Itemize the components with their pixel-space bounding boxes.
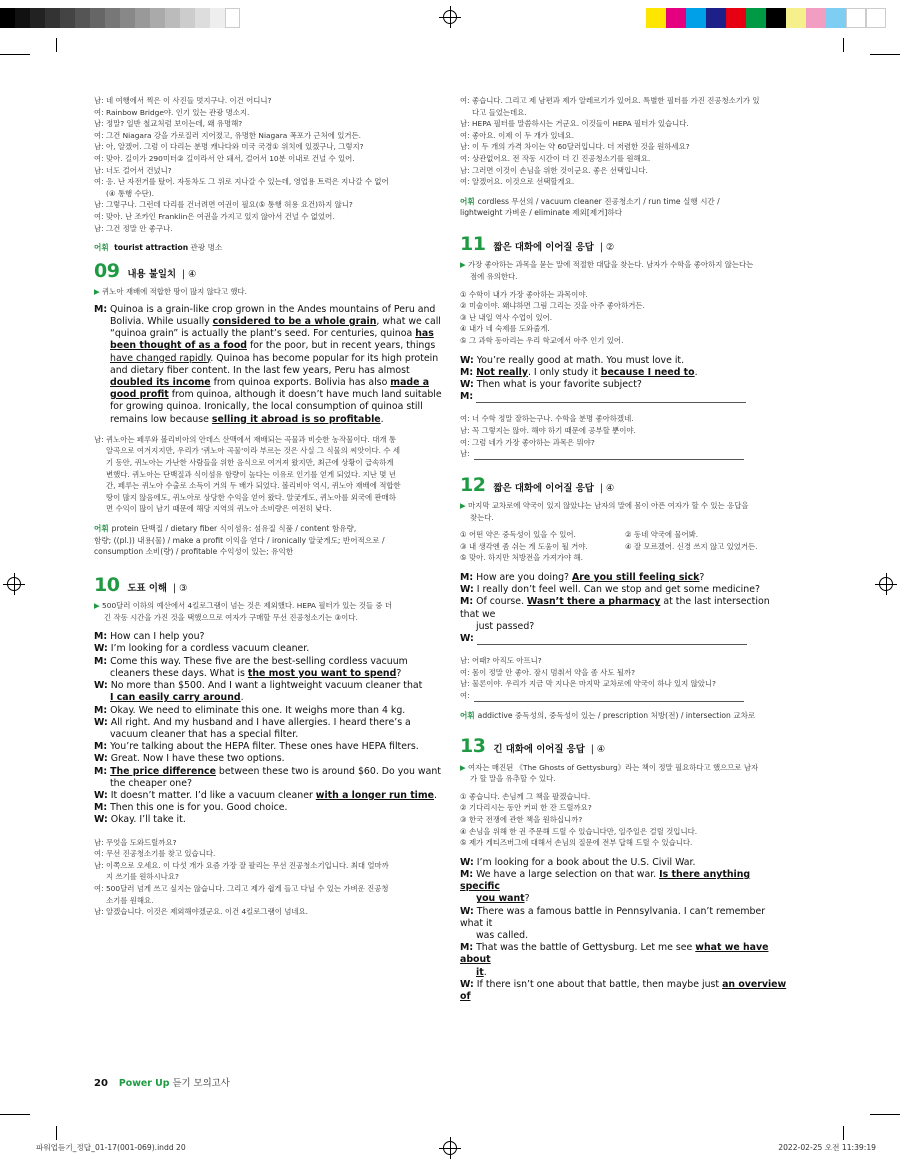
text-run: You’re really good at math. You must love it. [473,354,685,366]
text-line: 남: 이 두 개의 가격 차이는 약 60달러입니다. 더 저렴한 것을 원하세요? [460,142,690,152]
text-line: ② 미술이야. 왜냐하면 그림 그리는 것을 아주 좋아하거든. [460,301,645,311]
text-line: 다고 들었는데요. [472,107,527,117]
speaker-label: W: [94,814,108,826]
page-number: 20 [94,1078,108,1089]
dialog-line [94,741,442,753]
dialog-line [94,680,442,692]
speaker-label: M: [460,572,474,584]
text-run: Okay. We need to eliminate this one. It weighs more than 4 kg. [107,704,406,716]
answer-blank [474,449,744,460]
text-line: ⑤ 그 과학 동아리는 우리 학교에서 아주 인기 있어. [460,335,624,345]
dialog-line [110,365,442,377]
dialog-line [460,869,790,893]
text-line: 여: Rainbow Bridge야. 인기 있는 관광 명소지. [94,107,250,117]
text-line: 땅이 많지 않음에도, 퀴노아로 상당한 수익을 얻어 왔다. 알궂게도, 퀴노아를 외국에 판매하 [106,492,396,502]
dialog-line [94,643,442,655]
underlined-phrase: been thought of as a food [110,340,247,352]
text-run: ? [396,667,402,679]
text-line: 여: 그건 Niagara 강을 가로질러 지어졌고, 유명한 Niagara 폭포가 근처에 있거든. [94,130,361,140]
answer-blank [476,392,746,403]
text-run: for the poor, but in recent years, things [246,340,436,352]
text-run: Quinoa is a grain-like crop grown in the Andes mountains of Peru and [110,303,436,315]
text-line: 여: 그럼 네가 가장 좋아하는 과목은 뭐야? [460,437,595,447]
text-line: 남: 그러면 이것이 손님을 위한 것이군요. 좋은 선택입니다. [460,165,648,175]
speaker-label: W: [460,354,474,366]
speaker-label: W: [460,978,474,990]
dialog-line [94,766,442,778]
vocab-tag: 어휘 [460,196,475,206]
dialog-line [460,584,790,596]
underlined-phrase: Not really [476,366,528,378]
text-line: 가 할 말을 유추할 수 있다. [470,774,556,784]
text-run: I really don’t feel well. Can we stop and get some medicine? [473,584,760,596]
dialog-line [460,893,790,905]
text-line: 간, 페루는 퀴노아 수출로 소득이 거의 두 배가 되었다. 볼리비아 역시, 퀴노아 재배에 적합한 [106,481,401,491]
question-11-header: 11 짧은 대화에 이어질 응답 | ② [460,232,615,255]
dialog-line [94,790,442,802]
triangle-bullet-icon: ▶ [460,762,469,772]
vocab-tag: 어휘 [94,523,109,533]
crop-mark [843,38,844,52]
text-run: Great. Now I have these two options. [107,753,285,765]
question-9-header: 09 내용 불일치 | ④ [94,259,197,282]
option-item: ① 어떤 약은 중독성이 있을 수 있어. [460,530,576,540]
underlined-phrase: selling it abroad is so profitable [211,413,381,425]
text-line: 여: [460,690,790,702]
dialog-line [94,753,442,765]
question-10-vocab [460,196,790,219]
registration-mark-top [443,10,457,24]
text-line: 여: 맞아. 난 조카인 Franklin은 여권을 가지고 있지 않아서 건널 수 없었어. [94,211,335,221]
question-11-dialog [460,355,790,404]
speaker-label: M: [460,596,474,608]
text-line: 여: 무선 진공청소기를 찾고 있습니다. [94,849,216,859]
text-run: Come this way. These five are the best-selling cordless vacuum [107,655,408,667]
text-run: between these two is around $60. Do you want [215,765,441,777]
option-item: ⑤ 맞아. 하지만 처방전을 가져가야 해. [460,553,584,563]
dialog-line [110,377,442,389]
book-title: Power Up [118,1078,170,1089]
dialog-line [94,814,442,826]
underlined-phrase: The price difference [110,765,216,777]
text-run: . [694,366,698,378]
speaker-label: M: [460,366,474,378]
underlined-phrase: Is there anything specific [460,869,751,893]
option-item: ② 동네 약국에 물어봐. [625,530,699,540]
underlined-phrase: Wasn’t there a pharmacy [527,596,661,608]
text-line: 여: 알겠어요. 이것으로 선택할게요. [460,177,575,187]
text-line: 남: 네 여행에서 찍은 이 사진들 멋지구나. 이건 어디니? [94,96,272,105]
vocab-box-top: 어휘 tourist attraction 관광 명소 [94,243,223,253]
text-line: 찾는다. [470,512,494,522]
text-run: Then what is your favorite subject? [473,378,642,390]
question-13-options [460,791,790,849]
dialog-line [460,621,790,633]
text-line: 면 수익이 많이 남기 때문에 해당 지역의 퀴노아 소비량은 여전히 낮다. [106,504,332,514]
text-run: , what we call [376,315,441,327]
text-run: ? [699,572,705,584]
text-run: We have a large selection on that war. [473,869,660,881]
answer-blank [477,634,747,645]
underlined-phrase: because I need to [600,366,695,378]
text-line: 긴 작동 시간을 가진 것을 택했으므로 여자가 구매할 무선 진공청소기는 ③이다. [104,612,358,622]
dialog-line [110,389,442,401]
crop-mark [56,1126,57,1140]
question-10-translation-cont [460,95,790,188]
text-line: ④ 내가 네 숙제를 도와줄게. [460,324,550,334]
question-9-passage: M: Quinoa is a grain-like crop grown in the Andes mountains of Peru and Bolivia. While usually considered to be a whole grain, what we call “quinoa grain” is actually the plant’s seed. For centuries, quinoa has been thought of as a food for the poor, but in recent years, things have changed rapidly. Quinoa has become popular for its high protein and dietary fiber content. In the last few years, Peru has almost doubled its income from quinoa exports. Bolivia has also made a good profit from quinoa, although it doesn’t have much land suitable for growing quinoa. Ironically, the local consumption of quinoa still remains low because selling it abroad is so profitable. [94,303,442,425]
text-run: You’re talking about the HEPA filter. These ones have HEPA filters. [107,741,419,753]
question-12-translation [460,655,790,701]
option-item: ④ 잘 모르겠어. 신경 쓰지 않고 있었거든. [625,541,758,551]
text-line: 기 동안, 퀴노아는 가난한 사람들을 위한 음식으로 여겨져 왔지만, 최근에 상황이 급속하게 [106,457,394,467]
text-run: “quinoa grain” is actually the plant’s seed. For centuries, quinoa [110,328,416,340]
crop-mark [0,54,30,55]
text-line: (④ 통행 수단). [106,188,154,198]
triangle-bullet-icon: ▶ [94,287,103,297]
option-item: ③ 내 생각엔 좀 쉬는 게 도움이 될 거야. [460,541,588,551]
text-line: 남: 그건 정말 안 좋구나. [94,223,173,233]
speaker-label: M: [94,704,108,716]
underlined-phrase: you want [476,893,525,905]
dialog-line [94,778,442,790]
text-run: from quinoa, although it doesn’t have much land suitable [168,389,442,401]
vocab-line: protein 단백질 / dietary fiber 식이섬유: 섬유질 식품 / content 함유량, [111,523,357,533]
text-line: 여: 응. 난 자전거를 탔어. 자동차도 그 위로 지나갈 수 있는데, 영업용 트럭은 지나갈 수 없어 [94,177,389,187]
text-run: Bolivia. While usually [110,315,213,327]
underlined-phrase: have changed rapidly [110,352,211,364]
question-12-explanation [460,500,790,523]
dialog-line [460,596,790,620]
text-run: If there isn’t one about that battle, then maybe just [473,978,723,990]
left-column [94,95,442,918]
right-column [460,95,790,1003]
print-color-bar [646,8,886,28]
question-10-header: 10 도표 이해 | ③ [94,573,188,596]
vocab-line: consumption 소비(량) / profitable 수익성이 있는; 유익한 [94,547,294,557]
dialog-line [460,906,790,930]
text-line: 알곡으로 여겨지지만, 우리가 '퀴노아 곡물'이라 부르는 것은 사실 그 식물의 씨앗이다. 수 세 [106,446,400,456]
text-run: ? [524,893,530,905]
question-10-explanation [94,600,442,623]
text-line: 남: 이쪽으로 오세요. 이 다섯 개가 요즘 가장 잘 팔리는 무선 진공청소기입니다. 최대 얼마까 [94,860,389,870]
dialog-line [94,656,442,668]
text-line: 남: 꼭 그렇지는 않아. 해야 하기 때문에 공부할 뿐이야. [460,425,636,435]
question-12-header: 12 짧은 대화에 이어질 응답 | ④ [460,473,615,496]
speaker-label: M: [460,869,474,881]
speaker-label: M: [94,765,108,777]
vocab-tag: 어휘 [460,710,475,720]
underlined-phrase: has [415,328,434,340]
dialog-line [460,942,790,966]
text-run: That was the battle of Gettysburg. Let me see [473,942,696,954]
dialog-line [110,414,442,426]
triangle-bullet-icon: ▶ [460,501,469,511]
text-run: remains low because [110,413,212,425]
text-run: Then this one is for you. Good choice. [107,802,288,814]
underlined-phrase: with a longer run time [315,789,435,801]
text-run: No more than $500. And I want a lightweight vacuum cleaner that [107,680,423,692]
text-run: for growing quinoa. Ironically, the local consumption of quinoa still [110,401,423,413]
question-11-explanation [460,259,790,282]
text-run: the cheaper one? [110,777,192,789]
text-line: 여: 너 수학 정말 잘하는구나. 수학을 분명 좋아하겠네. [460,414,634,424]
text-run: There was a famous battle in Pennsylvania. I can’t remember what it [460,905,766,929]
dialog-line [460,379,790,391]
dialog-line [460,391,790,403]
text-line: ③ 한국 전쟁에 관한 책을 원하십니까? [460,815,583,825]
text-run: All right. And my husband and I have allergies. I heard there’s a [107,716,411,728]
text-line: ③ 난 내일 역사 수업이 있어. [460,312,553,322]
text-run: . [380,413,384,425]
text-run: I’m looking for a book about the U.S. Civil War. [473,856,696,868]
text-line: 남: 아, 알겠어. 그럼 이 다리는 분명 캐나다와 미국 국경① 위치에 있겠구나, 그렇지? [94,142,364,152]
registration-mark-left [7,577,21,591]
underlined-phrase: good profit [110,389,169,401]
text-line: 소기를 원해요. [106,895,154,905]
dialog-line [94,705,442,717]
date-slug: 2022-02-25 오전 11:39:19 [778,1143,876,1152]
triangle-bullet-icon: ▶ [94,601,103,611]
question-11-options [460,289,790,347]
dialog-line [94,668,442,680]
text-run: How can I help you? [107,631,205,643]
speaker-label: W: [460,378,474,390]
speaker-label: M: [94,631,108,643]
text-line: 여: 몸이 정말 안 좋아. 잠시 멈춰서 약을 좀 사도 될까? [460,667,636,677]
file-slug: 파워업듣기_정답_01-17(001-069).indd 20 [36,1143,186,1152]
page-footer [94,1075,230,1089]
underlined-phrase: what we have about [460,942,769,966]
text-line: 남: 그렇구나. 그런데 다리를 건너려면 여권이 필요(⑤ 통행 허용 요건)하지 않니? [94,200,353,210]
question-12-vocab: 어휘 addictive 중독성의, 중독성이 있는 / prescription 처방(전) / intersection 교차로 [460,710,756,720]
dialog-line [460,967,790,979]
text-run: and dietary fiber content. In the last few years, Peru has almost [110,364,410,376]
text-line: ▶ 마지막 교차로에 약국이 있지 않았냐는 남자의 말에 몸이 아픈 여자가 할 수 있는 응답을 [460,501,749,511]
text-line: 남: HEPA 필터를 말씀하시는 거군요. 이것들이 HEPA 필터가 있습니다. [460,119,689,129]
question-12-dialog [460,572,790,645]
text-run: I’m looking for a cordless vacuum cleaner. [107,643,310,655]
text-run: How are you doing? [473,572,572,584]
text-line: 여: 좋아요. 이제 이 두 개가 있네요. [460,130,575,140]
underlined-phrase: considered to be a whole grain [212,315,377,327]
speaker-label: W: [460,584,474,596]
text-line: 여: 상관없어요. 전 작동 시간이 더 긴 진공청소기를 원해요. [460,153,651,163]
text-run: . [240,692,244,704]
dialog-line [94,729,442,741]
vocab-line: 함량; ((pl.)) 내용(물) / make a profit 이익을 얻다 / ironically 알궂게도; 반어적으로 / [94,535,385,545]
speaker-label: W: [94,789,108,801]
text-line: 남: [460,448,790,460]
speaker-label: M: [460,942,474,954]
question-9-vocab [94,523,442,558]
speaker-label: W: [94,643,108,655]
text-run: at the last intersection that we [460,596,770,620]
triangle-bullet-icon: ▶ [460,260,469,270]
text-line: 남: 무엇을 도와드릴까요? [94,837,177,847]
text-run: Okay. I’ll take it. [107,814,186,826]
question-10-translation [94,837,442,918]
speaker-label: W: [94,753,108,765]
text-line: 여: 500달러 넘게 쓰고 싶지는 않습니다. 그리고 제가 쉽게 들고 다닐 수 있는 가벼운 진공청 [94,883,389,893]
crop-mark [56,38,57,52]
speaker-label: M: [94,802,108,814]
dialog-translation-top [94,95,442,234]
text-line: ① 수학이 내가 가장 좋아하는 과목이야. [460,289,588,299]
question-9-explanation: ▶ 퀴노아 재배에 적합한 땅이 많지 않다고 했다. [94,287,248,297]
speaker-label: W: [94,716,108,728]
book-subtitle: 듣기 모의고사 [172,1078,230,1089]
question-10-dialog [94,631,442,826]
text-line: 남: 어때? 아직도 아프니? [460,656,542,666]
dialog-line [110,328,442,340]
dialog-line [460,633,790,645]
vocab-line: cordless 무선의 / vacuum cleaner 진공청소기 / run time 실행 시간 / [477,196,720,206]
dialog-line [460,930,790,942]
text-line: 점에 유의한다. [470,271,518,281]
text-line: ▶ 500달러 이하의 예산에서 4킬로그램이 넘는 것은 제외했다. HEPA 필터가 있는 것들 중 더 [94,601,392,611]
dialog-line [110,401,442,413]
text-run: cleaners these days. What is [110,667,248,679]
text-line: 남: 너도 걸어서 건넜니? [94,165,172,175]
dialog-line [94,802,442,814]
crop-mark [870,1114,900,1115]
dialog-line [94,631,442,643]
speaker-label: W: [460,856,474,868]
crop-mark [843,1126,844,1140]
speaker-label: M: [94,741,108,753]
underlined-phrase: I can easily carry around [110,692,241,704]
text-line: 변했다. 퀴노아는 단백질과 식이섬유 함량이 높다는 이유로 인기를 얻게 되었다. 지난 몇 년 [106,469,396,479]
text-line: ① 좋습니다. 손님께 그 책을 팔겠습니다. [460,791,591,801]
underlined-phrase: the most you want to spend [247,667,397,679]
text-line: 남: 퀴노아는 페루와 볼리비아의 안데스 산맥에서 재배되는 곡물과 비슷한 농작물이다. 대개 통 [94,434,396,444]
dialog-line [460,355,790,367]
text-line: ④ 손님을 위해 한 권 주문해 드릴 수 있습니다만, 일주일은 걸릴 것입니다. [460,826,698,836]
dialog-line [110,353,442,365]
question-13-explanation [460,762,790,785]
option-row [460,541,790,553]
text-line: ⑤ 제가 게티즈버그에 대해서 손님의 질문에 전부 답해 드릴 수 있습니다. [460,838,693,848]
text-run: Of course. [473,596,528,608]
registration-mark-bottom [443,1141,457,1155]
speaker-label: W: [460,633,474,645]
text-line: ▶ 가장 좋아하는 과목을 묻는 말에 적절한 대답을 찾는다. 남자가 수학을 좋아하지 않는다는 [460,260,754,270]
speaker-label: W: [460,905,474,917]
text-run: . I only study it [527,366,601,378]
text-line: 남: 정말? 일반 철교처럼 보이는데, 왜 유명해? [94,119,243,129]
speaker-label: M: [460,391,474,403]
option-row [460,529,790,541]
dialog-line [110,316,442,328]
dialog-line [460,857,790,869]
text-run: from quinoa exports. Bolivia has also [210,376,391,388]
question-9-translation [94,434,442,515]
text-line: 남: 알겠습니다. 이것은 제외해야겠군요. 이건 4킬로그램이 넘네요. [94,907,308,917]
text-line: ▶ 여자는 매진된 《The Ghosts of Gettysburg》라는 책이 정말 필요하다고 했으므로 남자 [460,762,759,772]
dialog-line [110,340,442,352]
text-line: ② 기다리시는 동안 커피 한 잔 드릴까요? [460,803,592,813]
text-line: 지 쓰기를 원하시나요? [106,872,179,882]
text-line: 여: 맞아. 길이가 290미터② 길이라서 안 돼서, 걸어서 10분 이내로 건널 수 있어. [94,153,355,163]
text-run: just passed? [476,620,535,632]
dialog-line [460,572,790,584]
text-run: . [434,789,438,801]
dialog-line [94,717,442,729]
text-run: . Quinoa has become popular for its high protein [210,352,439,364]
text-run: was called. [476,930,529,942]
dialog-line [460,979,790,1003]
underlined-phrase: it [476,966,484,978]
question-11-translation [460,413,790,459]
crop-mark [0,1114,30,1115]
underlined-phrase: made a [390,376,430,388]
underlined-phrase: Are you still feeling sick [572,572,700,584]
underlined-phrase: doubled its income [110,376,211,388]
dialog-line [110,304,442,316]
answer-blank [474,691,744,702]
text-run: vacuum cleaner that has a special filter. [110,728,299,740]
crop-mark [870,54,900,55]
speaker-label: W: [94,680,108,692]
registration-mark-right [879,577,893,591]
text-run: It doesn’t matter. I’d like a vacuum cleaner [107,789,316,801]
speaker-label: M: [94,655,108,667]
question-12-options [460,529,790,564]
underlined-phrase: an overview of [460,978,787,1003]
text-line: 남: 물론이야. 우리가 지금 막 지나온 마지막 교차로에 약국이 하나 있지 않았니? [460,679,716,689]
dialog-line [94,692,442,704]
print-gray-bar [0,8,240,28]
question-13-header: 13 긴 대화에 이어질 응답 | ④ [460,735,606,758]
dialog-line [460,367,790,379]
vocab-line: lightweight 가벼운 / eliminate 제외[제거]하다 [460,208,623,218]
text-run: . [483,966,487,978]
question-13-dialog [460,857,790,1003]
text-line: 여: 좋습니다. 그리고 제 남편과 제가 알레르기가 있어요. 특별한 필터를 가진 진공청소기가 있 [460,96,760,105]
